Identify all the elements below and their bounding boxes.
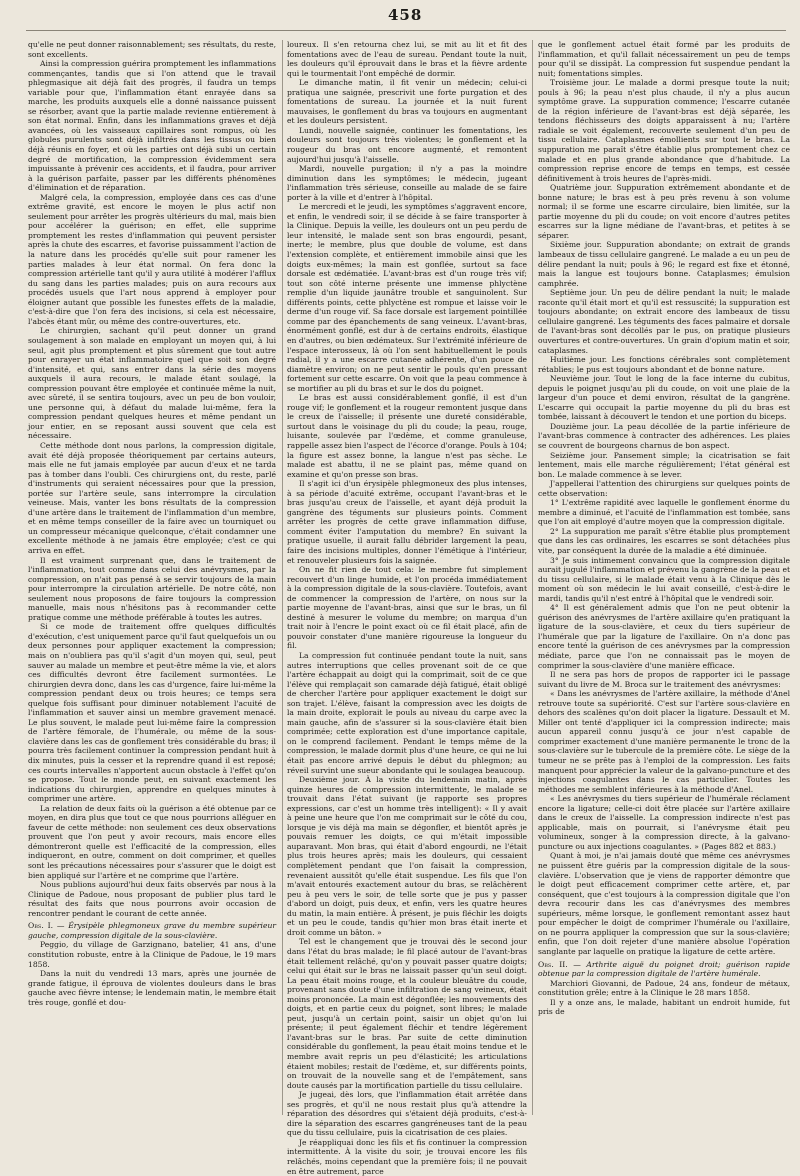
paragraph: Le bras est aussi considérablement gonflé, il est d'un rouge vif; le gonflement et la rougeur remontent jusque dans le creux de l'aisselle; il présente une dureté considérable, surtout dans le voisinage du pli du coude; la peau, rouge, luisante, soulevée par l'œdème, et comme granuleuse, rappelle assez bien l'aspect de l'écorce d'orange. Pouls à 104; la figure est assez bonne, la langue n'est pas sèche. Le malade est abattu, il ne se plaint pas, même quand on examine et qu'on presse son bras.: [287, 393, 527, 479]
column-divider-left: [282, 40, 283, 1115]
header-rule: [26, 30, 786, 31]
paragraph: que le gonflement actuel était formé par les produits de l'inflammation, et qu'il fallait nécessairement un peu de temps pour qu'il se dissipât. La compression fut suspendue pendant la nuit; fomentations simples.: [538, 40, 790, 78]
paragraph: Peggio, du village de Garzignano, batelier, 41 ans, d'une constitution robuste, entre à la Clinique de Padoue, le 19 mars 1858.: [28, 940, 276, 969]
observation-heading: [28, 921, 276, 940]
paragraph: On ne fit rien de tout cela: le membre fut simplement recouvert d'un linge humide, et l'on procéda immédiatement à la compression digitale de la sous-clavière. Toutefois, avant de commencer la compression de l'artère, on nous sur la partie moyenne de l'avant-bras, ainsi que sur le bras, un fil destiné à mesurer le volume du membre; on marqua d'un trait noir à l'encre le point exact où ce fil était placé, afin de pouvoir constater d'une manière rigoureuse la longueur du fil.: [287, 565, 527, 651]
paragraph: La relation de deux faits où la guérison a été obtenue par ce moyen, en dira plus que tout ce que nous pourrions alléguer en faveur de cette méthode: non seulement ces deux observations prouvent que l'on peut y avoir recours, mais encore elles démontreront quelle est l'efficacité de la compression, elles indiqueront, en outre, comment on doit comprimer, et quelles sont les précautions nécessaires pour s'assurer que le doigt est bien appliqué sur l'artère et ne comprime que l'artère.: [28, 803, 276, 880]
paragraph: Le chirurgien, sachant qu'il peut donner un grand soulagement à son malade en employant un moyen qui, à lui seul, agit plus promptement et plus sûrement que tout autre pour enrayer un état inflammatoire quel que soit son degré d'intensité, et qui, sans entrer dans la série des moyens auxquels il aura recours, le malade étant soulagé, la compression pouvant être employée et continuée même la nuit, avec sûreté, il se sentira toujours, avec un peu de bon vouloir, une personne qui, à défaut du malade lui-même, fera la compression pendant quelques heures et même pendant un jour entier, en se reposant aussi souvent que cela est nécessaire.: [28, 326, 276, 441]
paragraph: Neuvième jour. Tout le long de la face interne du cubitus, depuis le poignet jusqu'au pli du coude, on voit une plaie de la largeur d'un pouce et demi environ, résultat de la gangrène. L'escarre qui occupait la partie moyenne du pli du bras est tombée, laissant à découvert le tendon et une portion du biceps.: [538, 374, 790, 422]
paragraph: 4° Il est généralement admis que l'on ne peut obtenir la guérison des anévrysmes de l'artère axillaire qu'en pratiquant la ligature de la sous-clavière, et ceux du tiers supérieur de l'humérale que par la ligature de l'axillaire. On n'a donc pas encore tenté la guérison de ces anévrysmes par la compression médiate, parce que l'on ne connaissait pas le moyen de comprimer la sous-clavière d'une manière efficace.: [538, 603, 790, 670]
text-column-right: [538, 40, 790, 1115]
observation-title: — Érysipèle phlegmoneux grave du membre supérieur gauche, compression digitale de la sous-clavière.: [28, 921, 276, 940]
paragraph: loureux. Il s'en retourna chez lui, se mit au lit et fit des fomentations avec de l'eau de sureau. Pendant toute la nuit, les douleurs qu'il éprouvait dans le bras et la fièvre ardente qui le tourmentait l'ont empêché de dormir.: [287, 40, 527, 78]
paragraph: Cette méthode dont nous parlons, la compression digitale, avait été déjà proposée théoriquement par certains auteurs, mais elle ne fut jamais employée par aucun d'eux et ne tarda pas à tomber dans l'oubli. Ces chirurgiens ont, du reste, parlé d'instruments qui seraient nécessaires pour que la pression, portée sur l'artère seule, sans interrompre la circulation veineuse. Mais, vanter les bons résultats de la compression d'une artère dans le traitement de l'inflammation d'un membre, et en même temps conseiller de la faire avec un tourniquet ou un compresseur mécanique quelconque, c'était condamner une excellente méthode à ne jamais être employée; c'est ce qui arriva en effet.: [28, 440, 276, 555]
paragraph: Le mercredi et le jeudi, les symptômes s'aggravent encore, et enfin, le vendredi soir, il se décide à se faire transporter à la Clinique. Depuis la veille, les douleurs ont un peu perdu de leur intensité, le malade sent son bras engourdi, pesant, inerte; le membre, plus que double de volume, est dans l'extension complète, et entièrement immobile ainsi que les doigts eux-mêmes; la main est gonflée, surtout sa face dorsale est œdématiée. L'avant-bras est d'un rouge très vif; tout son côté interne présente une immense phlyctène remplie d'un liquide jaunâtre trouble et sanguinolent. Sur différents points, cette phlyctène est rompue et laisse voir le derme d'un rouge vif. Sa face dorsale est largement pointillée comme par des épanchements de sang veineux. L'avant-bras, énormément gonflé, est dur à de certains endroits, élastique en d'autres, ou bien œdémateux. Sur l'extrémité inférieure de l'espace interosseux, là où l'on sent habituellement le pouls radial, il y a une escarre cutanée adhérente, d'un pouce de diamètre environ; on ne peut sentir le pouls qu'en pressant fortement sur cette escarre. On voit que la peau commence à se mortifier au pli du bras et sur le dos du poignet.: [287, 202, 527, 393]
paragraph: Tel est le changement que je trouvai dès le second jour dans l'état du bras malade; le fil placé autour de l'avant-bras était tellement relâché, qu'on y pouvait passer quatre doigts; celui qui était sur le bras ne laissait passer qu'un seul doigt. La peau était moins rouge, et la couleur bleuâtre du coude, provenant sans doute d'une infiltration de sang veineux, était moins prononcée. La main est dégonflée; les mouvements des doigts, et en partie ceux du poignet, sont libres; le malade peut, jusqu'à un certain point, saisir un objet qu'on lui présente; il peut également fléchir et tendre légèrement l'avant-bras sur le bras. Par suite de cette diminution considérable du gonflement, la peau était moins tendue et le membre avait repris un peu d'élasticité; les articulations étaient mobiles; restait de l'œdème, et, sur différents points, on trouvait de la nouvelle sang et de l'empâtement, sans doute causés par la mortification partielle du tissu cellulaire.: [287, 937, 527, 1090]
paragraph: Lundi, nouvelle saignée, continuer les fomentations, les douleurs sont toujours très violentes; le gonflement et la rougeur du bras ont encore augmenté, et remontent aujourd'hui jusqu'à l'aisselle.: [287, 125, 527, 164]
paragraph: 1° L'extrême rapidité avec laquelle le gonflement énorme du membre a diminué, et l'acuité de l'inflammation est tombée, sans que l'on ait employé d'autre moyen que la compression digitale.: [538, 498, 790, 527]
paragraph: Quant à moi, je n'ai jamais douté que même ces anévrysmes ne puissent être guéris par la compression digitale de la sous-clavière. L'observation que je viens de rapporter démontre que le doigt peut efficacement comprimer cette artère, et, par conséquent, que c'est toujours à la compression digitale que l'on devra recourir dans les cas d'anévrysmes des membres supérieurs, même lorsque, le gonflement remontant assez haut pour empêcher le doigt de comprimer l'humérale ou l'axillaire, on ne pourra appliquer la compression que sur la sous-clavière; enfin, que l'on doit rejeter d'une manière absolue l'opération sanglante par laquelle on pratique la ligature de cette artère.: [538, 851, 790, 956]
paragraph: Si ce mode de traitement offre quelques difficultés d'exécution, c'est uniquement parce qu'il faut quelquefois un ou deux personnes pour appliquer exactement la compression; mais on n'oubliera pas qu'il s'agit d'un moyen qui, seul, peut sauver au malade un membre et peut-être même la vie, et alors ces difficultés devront être facilement surmontées. Le chirurgien devra donc, dans les cas d'urgence, faire lui-même la compression pendant deux ou trois heures; ce temps sera quelque fois suffisant pour diminuer notablement l'acuité de l'inflammation et sauver ainsi un membre gravement menacé. Le plus souvent, le malade peut lui-même faire la compression de l'artère fémorale, de l'humérale, ou même de la sous-clavière dans les cas de gonflement très considérable du bras; il pourra très facilement continuer la compression pendant huit à dix minutes, puis la cesser et la reprendre quand il est reposé; ces courts intervalles n'apportent aucun obstacle à l'effet qu'on se propose. Tout le monde peut, en suivant exactement les indications du chirurgien, apprendre en quelques minutes à comprimer une artère.: [28, 622, 277, 804]
paragraph: Je réappliquai donc les fils et fis continuer la compression intermittente. À la visite du soir, je trouvai encore les fils relâchés, moins cependant que la première fois; il ne pouvait en être autrement, parce: [287, 1137, 527, 1176]
paragraph: Malgré cela, la compression, employée dans ces cas d'une extrême gravité, est encore le moyen le plus actif non seulement pour arrêter les progrès ultérieurs du mal, mais bien pour accélérer la guérison; en effet, elle supprime promptement les restes d'inflammation qui peuvent persister après la chute des escarres, et favorise puissamment l'action de la nature dans les procédés qu'elle suit pour ramener les parties malades à leur état normal. On fera donc la compression artérielle tant qu'il y aura utilité à modérer l'afflux du sang dans les parties malades; puis on aura recours aux procédés usuels que l'art nous apprend à employer pour éloigner autant que possible les funestes effets de la maladie, c'est-à-dire que l'on fera des incisions, si cela est nécessaire, l'abcès étant mûr, ou même des contre-ouvertures, etc.: [28, 192, 276, 326]
paragraph: « Les anévrysmes du tiers supérieur de l'humérale réclament encore la ligature; celle-ci doit être placée sur l'artère axillaire dans le creux de l'aisselle. La compression indirecte n'est pas applicable, mais on pourrait, si l'anévrysme était peu volumineux, songer à la compression directe, à la galvano-puncture ou aux injections coagulantes. » (Pages 882 et 883.): [538, 794, 790, 851]
paragraph: Ainsi la compression guérira promptement les inflammations commençantes, tandis que si l'on attend que le travail phlegmasique ait déjà fait des progrès, il faudra un temps variable pour que, l'inflammation étant enrayée dans sa marche, les produits auxquels elle a donné naissance puissent se résorber, avant que la partie malade revienne entièrement à son état normal. Enfin, dans les inflammations graves et déjà avancées, où les vaisseaux capillaires sont rompus, où les globules purulents sont déjà infiltrés dans les tissus ou bien déjà réunis en foyer, et où les parties ont déjà subi un certain degré de mortification, la compression évidemment sera impuissante à prévenir ces accidents, et il faudra, pour arriver à la guérison parfaite, passer par les différents phénomènes d'élimination et de réparation.: [28, 59, 276, 193]
paragraph: J'appellerai l'attention des chirurgiens sur quelques points de cette observation:: [538, 479, 790, 498]
paragraph: Huitième jour. Les fonctions cérébrales sont complètement rétablies; le pus est toujours abondant et de bonne nature.: [538, 355, 790, 374]
paragraph: Le dimanche matin, il fit venir un médecin; celui-ci pratiqua une saignée, prescrivit une forte purgation et des fomentations de sureau. La journée et la nuit furent mauvaises, le gonflement du bras va toujours en augmentant et les douleurs persistent.: [287, 78, 527, 126]
paragraph: Troisième jour. Le malade a dormi presque toute la nuit; pouls à 96; la peau n'est plus chaude, il n'y a plus aucun symptôme grave. La suppuration commence; l'escarre cutanée de la région inférieure de l'avant-bras est déjà séparée, les tendons fléchisseurs des doigts apparaissent à nu; l'artère radiale se voit également, recouverte seulement d'un peu de tissu cellulaire. Cataplasmes émollients sur tout le bras. La suppuration me paraît s'être établie plus promptement chez ce malade et en plus grande abondance que d'habitude. La compression reprise encore de temps en temps, est cessée définitivement à trois heures de l'après-midi.: [538, 78, 790, 183]
column-divider-right: [532, 40, 533, 1115]
paragraph: 2° La suppuration me paraît s'être établie plus promptement que dans les cas ordinaires, les escarres se sont détachées plus vite, par conséquent la durée de la maladie a été diminuée.: [538, 526, 790, 555]
paragraph: Il ne sera pas hors de propos de rapporter ici le passage suivant du livre de M. Broca sur le traitement des anévrysmes:: [538, 670, 790, 689]
paragraph: « Dans les anévrysmes de l'artère axillaire, la méthode d'Anel retrouve toute sa supériorité. C'est sur l'artère sous-clavière en dehors des scalènes qu'on doit placer la ligature. Dessault et M. Miller ont tenté d'appliquer ici la compression indirecte; mais aucun appareil connu jusqu'à ce jour n'est capable de comprimer exactement d'une manière permanente le tronc de la sous-clavière sur le tubercule de la première côte. Le siège de la tumeur ne se prête pas à l'emploi de la compression. Les faits manquent pour apprécier la valeur de la galvano-puncture et des injections coagulantes dans le cas particulier. Toutes les méthodes me semblent inférieures à la méthode d'Anel.: [538, 689, 790, 794]
paragraph: Marchiori Giovanni, de Padoue, 24 ans, fondeur de métaux, constitution grêle; entre à la Clinique le 28 mars 1858.: [538, 978, 790, 998]
paragraph: Septième jour. Un peu de délire pendant la nuit; le malade raconte qu'il était mort et qu'il est ressuscité; la suppuration est toujours abondante; on extrait encore des lambeaux de tissu cellulaire gangrené. Les téguments des faces palmaire et dorsale de l'avant-bras sont décollés par le pus, on pratique plusieurs ouvertures et contre-ouvertures. Un grain d'opium matin et soir, cataplasmes.: [538, 288, 790, 355]
paragraph: 3° Je suis intimement convaincu que la compression digitale aurait jugulé l'inflammation et prévenu la gangrène de la peau et du tissu cellulaire, si le malade était venu à la Clinique dès le moment où son médecin le lui avait conseillé, c'est-à-dire le mardi, tandis qu'il n'est entré à l'hôpital que le vendredi soir.: [538, 555, 790, 603]
paragraph: Quatrième jour. Suppuration extrêmement abondante et de bonne nature; le bras est à peu près revenu à son volume normal; il se forme une escarre circulaire, bien limitée, sur la partie moyenne du pli du coude; on voit encore d'autres petites escarres sur la ligne médiane de l'avant-bras, et petites à se séparer.: [538, 183, 790, 240]
page-header: [0, 4, 800, 34]
paragraph: Il est vraiment surprenant que, dans le traitement de l'inflammation, tout comme dans celui des anévrysmes, par la compression, on n'ait pas pensé à se servir toujours de la main pour interrompre la circulation artérielle. De notre côté, non seulement nous proposons de faire toujours la compression manuelle, mais nous n'hésitons pas à recommander cette pratique comme une méthode préférable à toutes les autres.: [28, 555, 276, 622]
observation-number: Obs. II.: [538, 959, 568, 969]
observation-number: Obs. I.: [28, 921, 53, 931]
paragraph: Il y a onze ans, le malade, habitant un endroit humide, fut pris de: [538, 997, 790, 1017]
text-column-middle: [287, 40, 527, 1176]
paragraph: Il s'agit ici d'un érysipèle phlegmoneux des plus intenses, à sa période d'acuité extrême, occupant l'avant-bras et le bras jusqu'au creux de l'aisselle, et ayant déjà produit la gangrène des téguments sur plusieurs points. Comment arrêter les progrès de cette grave inflammation diffuse, comment éviter l'amputation du membre? En suivant la pratique usuelle, il aurait fallu débrider largement la peau, faire des incisions multiples, donner l'émétique à l'intérieur, et renouveler plusieurs fois la saignée.: [287, 479, 527, 565]
paragraph: Deuxième jour. À la visite du lendemain matin, après quinze heures de compression intermittente, le malade se trouvait dans l'état suivant (je rapporte ses propres expressions, car c'est un homme très intelligent): « Il y avait à peine une heure que l'on me comprimait sur le côté du cou, lorsque je vis déjà ma main se dégonfler, et bientôt après je pouvais remuer les doigts, ce qui m'était impossible auparavant. Mon bras, qui était d'abord engourdi, ne l'était plus trois heures après; mais les douleurs, qui cessaient complètement pendant que l'on faisait la compression, revenaient aussitôt qu'elle était suspendue. Les fils que l'on m'avait entourés exactement autour du bras, se relâchèrent peu à peu vers le soir, de telle sorte que je pus y passer d'abord un doigt, puis deux, et enfin, vers les quatre heures du matin, la main entière. À présent, je puis fléchir les doigts et un peu le coude, tandis qu'hier mon bras était inerte et droit comme un bâton. »: [287, 775, 527, 937]
paragraph: Mardi, nouvelle purgation; il n'y a pas la moindre diminution dans les symptômes; le médecin, jugeant l'inflammation très sérieuse, conseille au malade de se faire porter à la ville et d'entrer à l'hôpital.: [287, 164, 527, 202]
page-number: 458: [388, 6, 423, 24]
paragraph: Dans la nuit du vendredi 13 mars, après une journée de grande fatigue, il éprouva de violentes douleurs dans le bras gauche avec fièvre intense; le lendemain matin, le membre était très rouge, gonflé et dou-: [28, 969, 276, 1007]
paragraph: La compression fut continuée pendant toute la nuit, sans autres interruptions que celles provenant soit de ce que l'artère échappait au doigt qui la comprimait, soit de ce que l'élève qui remplaçait son camarade déjà fatigué, était obligé de chercher l'artère pour appliquer exactement le doigt sur son trajet. L'élève, faisant la compression avec les doigts de la main droite, explorait le pouls au niveau du carpe avec la main gauche, afin de s'assurer si la sous-clavière était bien comprimée; cette exploration est d'une importance capitale, on le comprend facilement. Pendant le temps même de la compression, le malade dormit plus d'une heure, ce qui ne lui était pas encore arrivé depuis le début du phlegmon; au réveil survint une sueur abondante qui le soulagea beaucoup.: [287, 651, 527, 775]
paragraph: Je jugeai, dès lors, que l'inflammation était arrêtée dans ses progrès, et qu'il ne nous restait plus qu'à attendre la réparation des désordres qui s'étaient déjà produits, c'est-à-dire la séparation des escarres gangréneuses tant de la peau que du tissu cellulaire, puis la cicatrisation de ces plaies.: [287, 1090, 527, 1138]
paragraph: Nous publions aujourd'hui deux faits observés par nous à la Clinique de Padoue, nous proposant de publier plus tard le résultat des faits que nous pourrons avoir occasion de rencontrer pendant le courant de cette année.: [28, 880, 276, 918]
text-column-left: [28, 40, 276, 1115]
observation-title: — Arthrite aiguë du poignet droit; guérison rapide obtenue par la compression digitale de l'artère humérale.: [538, 959, 790, 979]
observation-heading: [538, 960, 790, 979]
paragraph: Sixième jour. Suppuration abondante; on extrait de grands lambeaux de tissu cellulaire gangrené. Le malade a eu un peu de délire pendant la nuit; pouls à 96; le regard est fixe et étonné, mais la langue est toujours bonne. Cataplasmes; émulsion camphrée.: [538, 240, 790, 288]
paragraph: Douzième jour. La peau décollée de la partie inférieure de l'avant-bras commence à contracter des adhérences. Les plaies se couvrent de bourgeons charnus de bon aspect.: [538, 421, 790, 450]
paragraph: Seizième jour. Pansement simple; la cicatrisation se fait lentement, mais elle marche régulièrement; l'état général est bon. Le malade commence à se lever.: [538, 450, 790, 479]
paragraph: qu'elle ne peut donner raisonnablement; ses résultats, du reste, sont excellents.: [28, 40, 276, 59]
